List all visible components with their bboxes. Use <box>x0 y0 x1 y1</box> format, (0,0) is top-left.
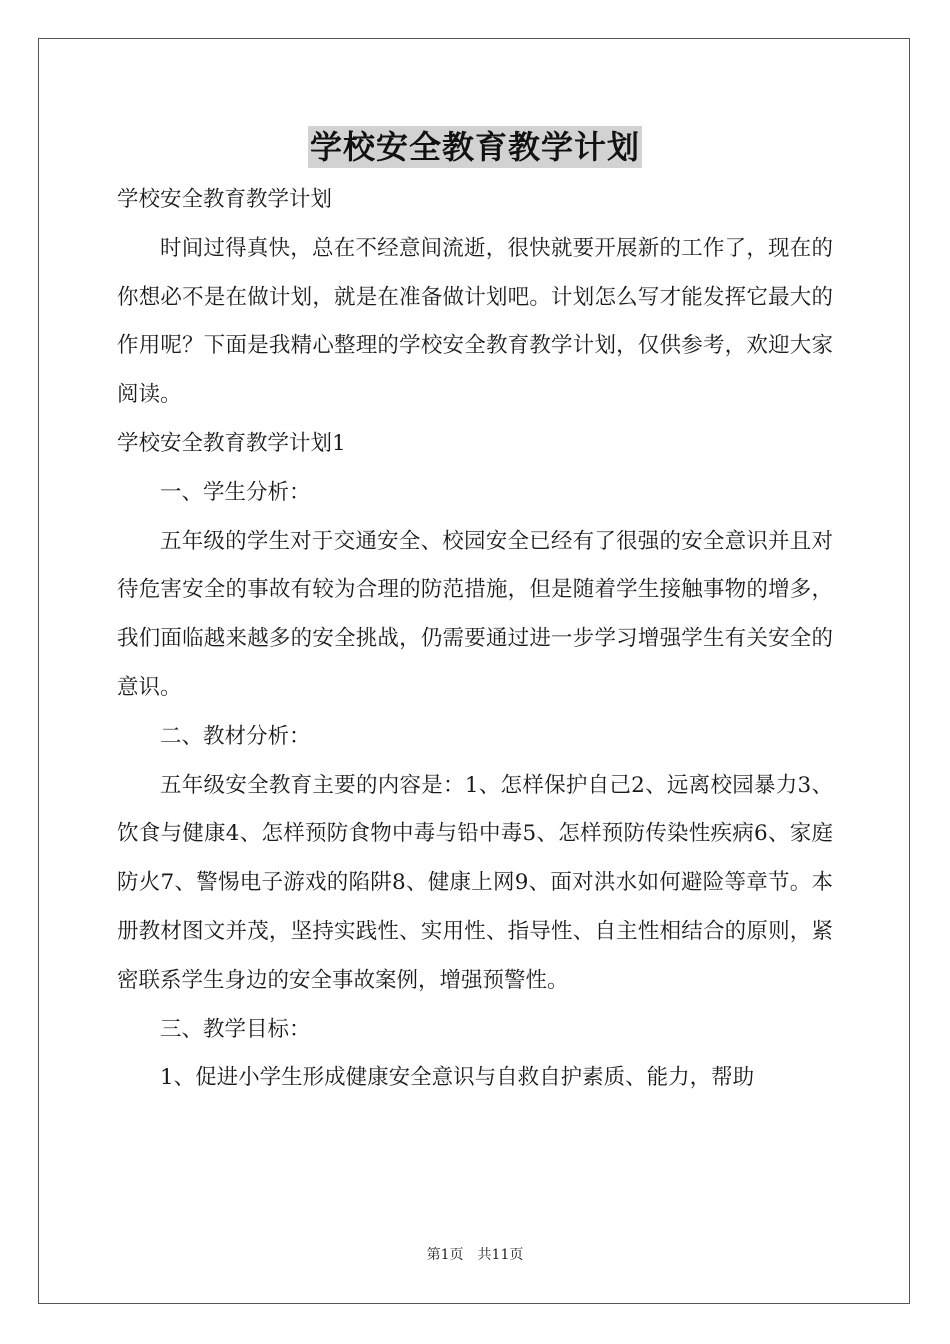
page-footer: 第1页 共11页 <box>426 1247 524 1263</box>
document-title: 学校安全教育教学计划 <box>309 128 640 166</box>
paragraph: 二、教材分析： <box>160 723 311 749</box>
paragraph: 1、促进小学生形成健康安全意识与自救自护素质、能力，帮助 <box>160 1065 755 1091</box>
paragraph: 学校安全教育教学计划1 <box>117 430 346 456</box>
paragraph: 五年级安全教育主要的内容是：1、怎样保护自己2、远离校园暴力3、饮食与健康4、怎样预防食物中毒与铅中毒5、怎样预防传染性疾病6、家庭防火7、警惕电子游戏的陷阱8、健康上网9、面对洪水如何避险等章节。本册教材图文并茂，坚持实践性、实用性、指导性、自主性相结合的原则，紧密联系学生身边的安全事故案例，增强预警性。 <box>117 772 833 993</box>
paragraph: 五年级的学生对于交通安全、校园安全已经有了很强的安全意识并且对待危害安全的事故有较为合理的防范措施，但是随着学生接触事物的增多，我们面临越来越多的安全挑战，仍需要通过进一步学习增强学生有关安全的意识。 <box>117 528 833 700</box>
document-body <box>117 176 833 1103</box>
title-wrap <box>0 126 950 168</box>
paragraph: 一、学生分析： <box>160 479 311 505</box>
paragraph: 学校安全教育教学计划 <box>117 187 333 212</box>
paragraph: 三、教学目标： <box>160 1016 311 1042</box>
paragraph: 时间过得真快，总在不经意间流逝，很快就要开展新的工作了，现在的你想必不是在做计划，就是在准备做计划吧。计划怎么写才能发挥它最大的作用呢？下面是我精心整理的学校安全教育教学计划，仅供参考，欢迎大家阅读。 <box>117 235 833 408</box>
